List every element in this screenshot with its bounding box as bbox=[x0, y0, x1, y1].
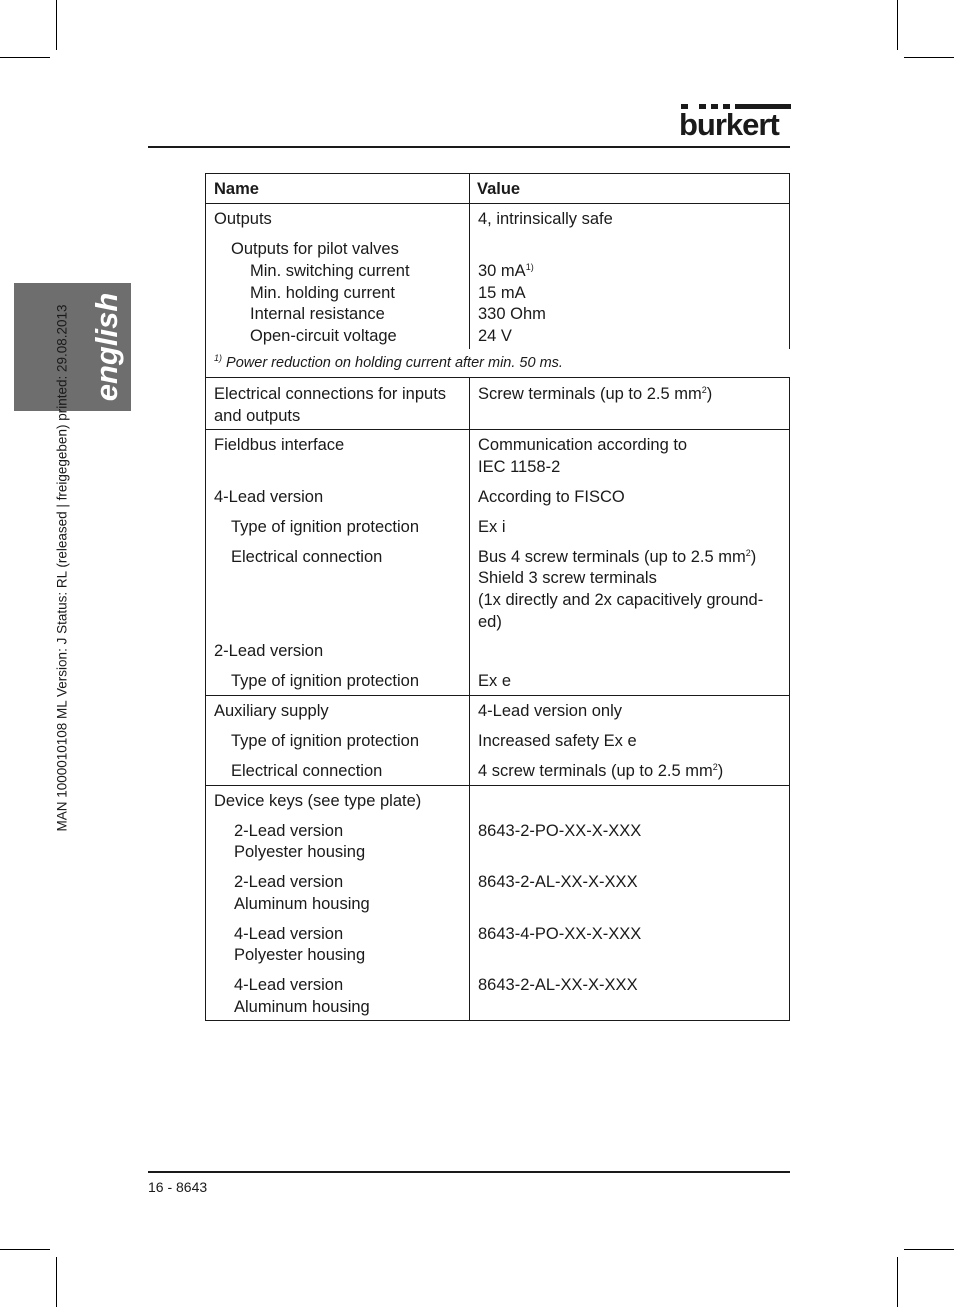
crop-mark bbox=[904, 57, 954, 58]
two-lead-ignition-value: Ex e bbox=[478, 672, 512, 690]
connection-value-line2: Shield 3 screw terminals bbox=[478, 569, 657, 587]
crop-mark bbox=[56, 0, 57, 50]
spec-table bbox=[205, 173, 790, 1021]
electrical-label-line1: Electrical connections for inputs bbox=[214, 385, 447, 403]
device-key-value: 8643-2-AL-XX-X-XXX bbox=[478, 976, 638, 994]
auxiliary-ignition-value: Increased safety Ex e bbox=[478, 732, 637, 750]
crop-mark bbox=[897, 0, 898, 50]
min-switching-value: 30 $mA^{1)}$ bbox=[478, 262, 534, 280]
four-lead-value: According to FISCO bbox=[478, 488, 625, 506]
device-key-line2: Aluminum housing bbox=[234, 998, 370, 1016]
row-divider bbox=[206, 203, 789, 204]
crop-mark bbox=[0, 1249, 50, 1250]
device-keys-label: Device keys (see type plate) bbox=[214, 792, 422, 810]
device-key-line1: 2-Lead version bbox=[234, 822, 344, 840]
header-name: Name bbox=[214, 180, 259, 198]
device-key-value: 8643-4-PO-XX-X-XXX bbox=[478, 925, 642, 943]
row-divider bbox=[206, 377, 789, 378]
crop-mark bbox=[56, 1257, 57, 1307]
crop-mark bbox=[904, 1249, 954, 1250]
device-key-value: 8643-2-AL-XX-X-XXX bbox=[478, 873, 638, 891]
internal-resistance-value: 330 Ohm bbox=[478, 305, 546, 323]
language-label: english bbox=[89, 292, 124, 402]
device-key-value: 8643-2-PO-XX-X-XXX bbox=[478, 822, 642, 840]
two-lead-label: 2-Lead version bbox=[214, 642, 324, 660]
document-info: MAN 1000010108 ML Version: J Status: RL (released | freigegeben) printed: 29.08.2013 bbox=[54, 304, 70, 832]
min-switching-label: Min. switching current bbox=[250, 262, 410, 280]
crop-mark bbox=[897, 1257, 898, 1307]
page-number: 16 - 8643 bbox=[148, 1179, 208, 1195]
footnote: $^{1)}$ Power reduction on holding current after min. 50 ms. bbox=[214, 353, 563, 371]
connection-value-line4: ed) bbox=[478, 613, 502, 631]
electrical-label-line2: and outputs bbox=[214, 407, 301, 425]
min-holding-label: Min. holding current bbox=[250, 284, 395, 302]
fieldbus-value-line2: IEC 1158-2 bbox=[478, 458, 561, 476]
header-rule bbox=[148, 146, 790, 148]
header-value: Value bbox=[477, 180, 521, 198]
ignition-label: Type of ignition protection bbox=[231, 518, 420, 536]
auxiliary-ignition-label: Type of ignition protection bbox=[231, 732, 420, 750]
crop-mark bbox=[0, 57, 50, 58]
device-key-line2: Polyester housing bbox=[234, 843, 366, 861]
auxiliary-value: 4-Lead version only bbox=[478, 702, 623, 720]
logo-text: burkert bbox=[679, 107, 779, 142]
open-circuit-label: Open-circuit voltage bbox=[250, 327, 397, 345]
column-divider bbox=[469, 174, 470, 1021]
device-key-line2: Aluminum housing bbox=[234, 895, 370, 913]
burkert-logo bbox=[679, 104, 791, 144]
outputs-label: Outputs bbox=[214, 210, 272, 228]
device-key-line1: 4-Lead version bbox=[234, 925, 344, 943]
row-divider bbox=[206, 695, 789, 696]
four-lead-label: 4-Lead version bbox=[214, 488, 324, 506]
electrical-value: Screw terminals (up to 2.5 $mm^2$) bbox=[478, 385, 713, 403]
row-divider bbox=[206, 429, 789, 430]
min-holding-value: 15 mA bbox=[478, 284, 526, 302]
device-key-line1: 4-Lead version bbox=[234, 976, 344, 994]
ignition-value: Ex i bbox=[478, 518, 506, 536]
fieldbus-label: Fieldbus interface bbox=[214, 436, 345, 454]
outputs-value: 4, intrinsically safe bbox=[478, 210, 613, 228]
connection-value-line1: Bus 4 screw terminals (up to 2.5 $mm^2$) bbox=[478, 548, 757, 566]
connection-label: Electrical connection bbox=[231, 548, 383, 566]
device-key-line2: Polyester housing bbox=[234, 946, 366, 964]
pilot-valves-label: Outputs for pilot valves bbox=[231, 240, 399, 258]
internal-resistance-label: Internal resistance bbox=[250, 305, 385, 323]
auxiliary-connection-value: 4 screw terminals (up to 2.5 $mm^2$) bbox=[478, 762, 724, 780]
fieldbus-value-line1: Communication according to bbox=[478, 436, 688, 454]
connection-value-line3: (1x directly and 2x capacitively ground- bbox=[478, 591, 764, 609]
open-circuit-value: 24 V bbox=[478, 327, 512, 345]
auxiliary-connection-label: Electrical connection bbox=[231, 762, 383, 780]
device-key-line1: 2-Lead version bbox=[234, 873, 344, 891]
footer-rule bbox=[148, 1171, 790, 1173]
auxiliary-label: Auxiliary supply bbox=[214, 702, 329, 720]
row-divider bbox=[206, 785, 789, 786]
two-lead-ignition-label: Type of ignition protection bbox=[231, 672, 420, 690]
